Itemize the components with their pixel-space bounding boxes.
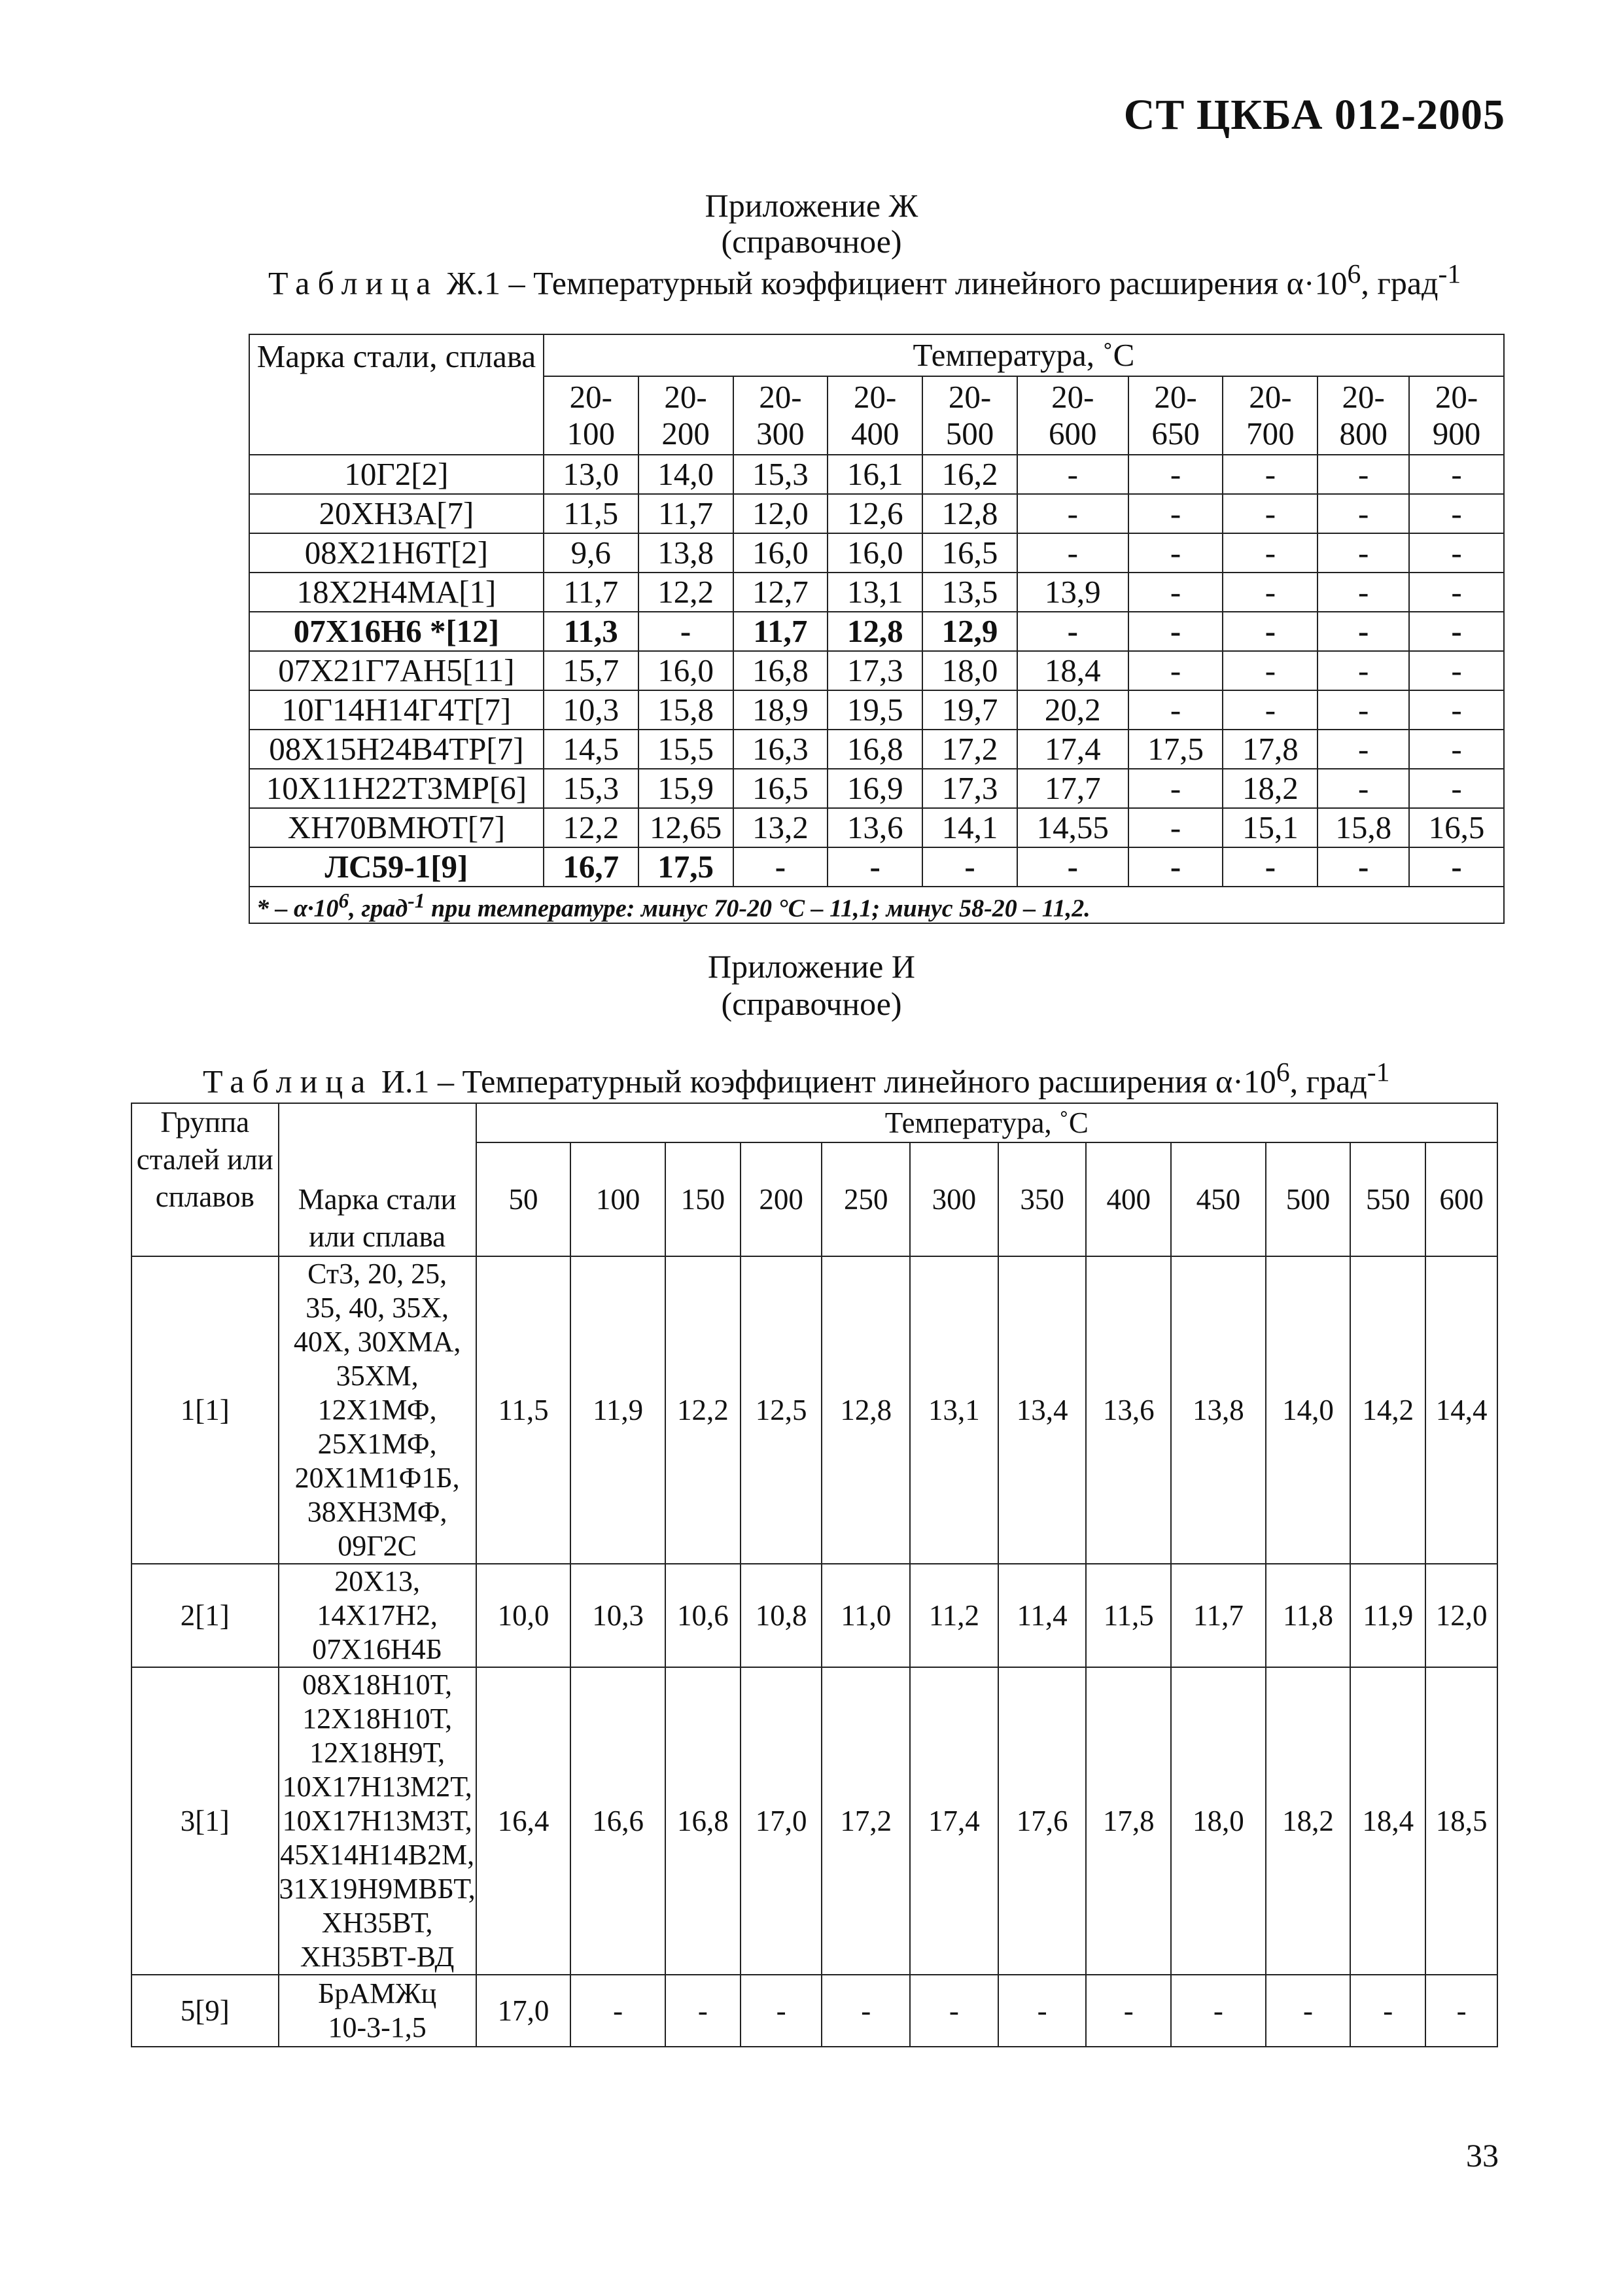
table-zh-value-cell: - bbox=[1318, 455, 1409, 494]
table-zh-range-part: 20- bbox=[1342, 379, 1385, 415]
table-zh-range-header bbox=[733, 376, 828, 455]
table-zh-value-cell: - bbox=[1409, 533, 1504, 573]
table-i-value-cell: - bbox=[1350, 1975, 1425, 2047]
table-zh-grade-cell: 10Г14Н14Г4Т[7] bbox=[249, 690, 544, 730]
table-zh-value-cell: 16,0 bbox=[733, 533, 828, 573]
table-i-temp-header: 100 bbox=[570, 1142, 665, 1256]
table-i-value-cell: 11,9 bbox=[570, 1256, 665, 1564]
table-zh-header-temperature: Температура, ˚С bbox=[544, 334, 1504, 376]
table-zh-range-part: 20- bbox=[1435, 379, 1478, 415]
table-zh-value-cell: 12,2 bbox=[638, 573, 733, 612]
table-row bbox=[249, 612, 1504, 651]
table-zh-range-part: 600 bbox=[1049, 415, 1097, 451]
table-zh-value-cell: - bbox=[1409, 651, 1504, 690]
table-i-value-cell: 10,3 bbox=[570, 1564, 665, 1667]
table-i-value-cell: - bbox=[822, 1975, 910, 2047]
appendix-i-subtitle: (справочное) bbox=[721, 985, 902, 1022]
table-zh-value-cell: 18,9 bbox=[733, 690, 828, 730]
page-number: 33 bbox=[1466, 2137, 1499, 2174]
table-zh-range-part: 900 bbox=[1432, 415, 1481, 451]
table-zh-footnote-part: 6 bbox=[338, 889, 349, 912]
table-row bbox=[249, 455, 1504, 494]
table-i-value-cell: 18,0 bbox=[1171, 1667, 1266, 1975]
table-i-value-cell: 16,8 bbox=[665, 1667, 741, 1975]
table-zh-value-cell: 9,6 bbox=[544, 533, 638, 573]
table-zh-range-header bbox=[1017, 376, 1128, 455]
table-row bbox=[249, 808, 1504, 847]
table-i-caption-sup1: 6 bbox=[1276, 1057, 1290, 1087]
table-i-value-cell: 14,2 bbox=[1350, 1256, 1425, 1564]
table-zh-value-cell: 17,7 bbox=[1017, 769, 1128, 808]
table-zh-value-cell: 14,55 bbox=[1017, 808, 1128, 847]
table-zh-value-cell: 16,0 bbox=[638, 651, 733, 690]
table-i-grade-line: 07Х16Н4Б bbox=[312, 1633, 443, 1665]
table-zh-value-cell: 18,4 bbox=[1017, 651, 1128, 690]
table-zh-caption-text: Ж.1 – Температурный коэффициент линейного расширения α·10 bbox=[446, 264, 1348, 302]
table-i-value-cell: 11,5 bbox=[1086, 1564, 1171, 1667]
table-i-value-cell: - bbox=[998, 1975, 1087, 2047]
table-zh-value-cell: 16,2 bbox=[922, 455, 1017, 494]
table-zh-value-cell: 13,2 bbox=[733, 808, 828, 847]
table-i-grade-line: 08Х18Н10Т, bbox=[302, 1669, 453, 1701]
table-i-grade-line: 10Х17Н13М3Т, bbox=[282, 1805, 472, 1837]
table-i-grade-line: 35, 40, 35Х, bbox=[305, 1292, 449, 1324]
table-zh-value-cell: 16,1 bbox=[828, 455, 922, 494]
table-i-value-cell: 10,8 bbox=[741, 1564, 822, 1667]
table-row bbox=[131, 1256, 1497, 1564]
table-zh-value-cell: 11,3 bbox=[544, 612, 638, 651]
table-zh-value-cell: 13,0 bbox=[544, 455, 638, 494]
table-zh-value-cell: 13,6 bbox=[828, 808, 922, 847]
table-i-value-cell: 18,2 bbox=[1266, 1667, 1351, 1975]
table-i-value-cell: 11,4 bbox=[998, 1564, 1087, 1667]
table-zh-value-cell: 16,3 bbox=[733, 730, 828, 769]
table-zh-value-cell: 18,2 bbox=[1223, 769, 1318, 808]
table-i-grade-line: 20Х1М1Ф1Б, bbox=[294, 1462, 460, 1494]
table-zh-range-part: 20- bbox=[1249, 379, 1292, 415]
table-zh-value-cell: 10,3 bbox=[544, 690, 638, 730]
table-zh-value-cell: 12,0 bbox=[733, 494, 828, 533]
table-i-value-cell: 12,8 bbox=[822, 1256, 910, 1564]
table-i-temp-header: 350 bbox=[998, 1142, 1087, 1256]
table-i-grade-cell bbox=[279, 1975, 476, 2047]
table-zh-range-part: 700 bbox=[1246, 415, 1295, 451]
table-zh-value-cell: 13,1 bbox=[828, 573, 922, 612]
table-zh-value-cell: 17,4 bbox=[1017, 730, 1128, 769]
table-zh-footnote-part: -1 bbox=[408, 889, 425, 912]
table-zh-value-cell: - bbox=[1223, 573, 1318, 612]
appendix-i-title: Приложение И bbox=[708, 948, 915, 985]
table-i-temp-header: 300 bbox=[910, 1142, 998, 1256]
table-zh-grade-cell: 08Х21Н6Т[2] bbox=[249, 533, 544, 573]
table-i-group-cell: 1[1] bbox=[131, 1256, 279, 1564]
table-zh-value-cell: 16,9 bbox=[828, 769, 922, 808]
table-row bbox=[249, 690, 1504, 730]
table-i-grade-line: 35ХМ, bbox=[336, 1360, 419, 1392]
table-zh-value-cell: - bbox=[1318, 769, 1409, 808]
table-zh-value-cell: 14,0 bbox=[638, 455, 733, 494]
table-i-value-cell: 17,2 bbox=[822, 1667, 910, 1975]
table-zh-value-cell: 16,5 bbox=[733, 769, 828, 808]
table-zh-grade-cell: 07Х16Н6 *[12] bbox=[249, 612, 544, 651]
document-code: СТ ЦКБА 012-2005 bbox=[1123, 91, 1505, 139]
table-zh-value-cell: 12,8 bbox=[922, 494, 1017, 533]
table-zh-value-cell: - bbox=[1017, 533, 1128, 573]
table-row bbox=[131, 1667, 1497, 1975]
table-i-value-cell: - bbox=[1266, 1975, 1351, 2047]
table-i-group-cell: 3[1] bbox=[131, 1667, 279, 1975]
table-zh-range-part: 500 bbox=[945, 415, 994, 451]
table-i-grade-line: 12Х18Н9Т, bbox=[309, 1737, 445, 1769]
table-zh-value-cell: 17,2 bbox=[922, 730, 1017, 769]
table-i-caption-sup2: -1 bbox=[1367, 1057, 1390, 1087]
table-zh-value-cell: 11,7 bbox=[544, 573, 638, 612]
table-zh-header-grade: Марка стали, сплава bbox=[249, 334, 544, 455]
table-i-grade-cell bbox=[279, 1564, 476, 1667]
table-i-header-grade: Марка стали или сплава bbox=[279, 1103, 476, 1256]
table-zh-value-cell: - bbox=[1128, 494, 1223, 533]
table-i-value-cell: 17,0 bbox=[741, 1667, 822, 1975]
table-zh bbox=[249, 334, 1505, 924]
table-zh-value-cell: - bbox=[733, 847, 828, 887]
table-zh-range-part: 20- bbox=[569, 379, 612, 415]
table-i-temp-header: 150 bbox=[665, 1142, 741, 1256]
table-zh-footnote-part: , град bbox=[349, 894, 408, 923]
table-zh-value-cell: 11,7 bbox=[733, 612, 828, 651]
table-row bbox=[249, 847, 1504, 887]
table-zh-value-cell: 12,65 bbox=[638, 808, 733, 847]
table-i-value-cell: 18,5 bbox=[1425, 1667, 1497, 1975]
table-i-value-cell: 11,8 bbox=[1266, 1564, 1351, 1667]
table-zh-grade-cell: 08Х15Н24В4ТР[7] bbox=[249, 730, 544, 769]
table-zh-value-cell: 15,8 bbox=[1318, 808, 1409, 847]
table-zh-value-cell: 16,5 bbox=[1409, 808, 1504, 847]
table-zh-value-cell: 16,8 bbox=[828, 730, 922, 769]
table-row bbox=[249, 573, 1504, 612]
table-zh-range-part: 650 bbox=[1151, 415, 1200, 451]
table-zh-range-part: 800 bbox=[1339, 415, 1387, 451]
table-i-value-cell: 11,0 bbox=[822, 1564, 910, 1667]
table-i-temp-header: 550 bbox=[1350, 1142, 1425, 1256]
table-i-value-cell: - bbox=[570, 1975, 665, 2047]
table-zh-value-cell: 12,8 bbox=[828, 612, 922, 651]
table-zh-range-header bbox=[922, 376, 1017, 455]
table-i-group-cell: 5[9] bbox=[131, 1975, 279, 2047]
table-zh-value-cell: - bbox=[1318, 612, 1409, 651]
table-zh-value-cell: - bbox=[1409, 455, 1504, 494]
table-zh-value-cell: 17,8 bbox=[1223, 730, 1318, 769]
table-zh-value-cell: 17,3 bbox=[922, 769, 1017, 808]
table-zh-value-cell: - bbox=[1017, 612, 1128, 651]
table-zh-value-cell: - bbox=[1409, 612, 1504, 651]
table-i-temp-header: 200 bbox=[741, 1142, 822, 1256]
table-i-value-cell: 11,5 bbox=[476, 1256, 571, 1564]
table-zh-value-cell: - bbox=[1128, 573, 1223, 612]
table-i-value-cell: 10,0 bbox=[476, 1564, 571, 1667]
table-row bbox=[131, 1975, 1497, 2047]
table-zh-grade-cell: 18Х2Н4МА[1] bbox=[249, 573, 544, 612]
table-zh-value-cell: 15,1 bbox=[1223, 808, 1318, 847]
table-zh-value-cell: - bbox=[1318, 573, 1409, 612]
table-i-value-cell: 10,6 bbox=[665, 1564, 741, 1667]
table-zh-value-cell: - bbox=[1318, 730, 1409, 769]
table-zh-value-cell: 17,5 bbox=[1128, 730, 1223, 769]
table-zh-value-cell: 12,6 bbox=[828, 494, 922, 533]
table-zh-value-cell: - bbox=[1223, 651, 1318, 690]
table-zh-value-cell: - bbox=[1128, 808, 1223, 847]
table-zh-value-cell: - bbox=[638, 612, 733, 651]
table-zh-grade-cell: 20ХН3А[7] bbox=[249, 494, 544, 533]
table-i-value-cell: 13,4 bbox=[998, 1256, 1087, 1564]
table-zh-value-cell: 15,9 bbox=[638, 769, 733, 808]
table-zh-value-cell: - bbox=[1409, 769, 1504, 808]
table-zh-value-cell: 16,0 bbox=[828, 533, 922, 573]
table-zh-value-cell: - bbox=[1223, 612, 1318, 651]
table-i-grade-line: 12Х18Н10Т, bbox=[302, 1703, 453, 1735]
table-zh-value-cell: - bbox=[1128, 455, 1223, 494]
table-i-caption bbox=[203, 1057, 1389, 1101]
table-zh-value-cell: - bbox=[1318, 651, 1409, 690]
table-zh-range-part: 20- bbox=[854, 379, 897, 415]
table-i-grade-cell bbox=[279, 1667, 476, 1975]
table-row bbox=[249, 730, 1504, 769]
table-zh-value-cell: - bbox=[1409, 573, 1504, 612]
table-zh-value-cell: - bbox=[1409, 494, 1504, 533]
table-zh-caption-sup2: -1 bbox=[1438, 259, 1461, 289]
table-row bbox=[249, 651, 1504, 690]
table-zh-caption-word: Таблица bbox=[268, 264, 439, 302]
table-zh-value-cell: 17,5 bbox=[638, 847, 733, 887]
table-i-value-cell: 18,4 bbox=[1350, 1667, 1425, 1975]
table-zh-range-header bbox=[1223, 376, 1318, 455]
table-i-grade-line: 38ХН3МФ, bbox=[307, 1496, 447, 1528]
table-zh-value-cell: 16,5 bbox=[922, 533, 1017, 573]
table-zh-range-part: 400 bbox=[850, 415, 899, 451]
table-i-value-cell: 13,1 bbox=[910, 1256, 998, 1564]
table-zh-footnote-part: * – α·10 bbox=[256, 894, 339, 923]
table-zh-grade-cell: 10Г2[2] bbox=[249, 455, 544, 494]
table-i-value-cell: 14,0 bbox=[1266, 1256, 1351, 1564]
table-zh-value-cell: - bbox=[1128, 533, 1223, 573]
table-i-grade-line: 31Х19Н9МВБТ, bbox=[279, 1873, 476, 1905]
table-zh-value-cell: - bbox=[1409, 730, 1504, 769]
table-i-caption-text: И.1 – Температурный коэффициент линейного расширения α·10 bbox=[381, 1063, 1276, 1100]
table-i-temp-header: 450 bbox=[1171, 1142, 1266, 1256]
table-zh-value-cell: 19,7 bbox=[922, 690, 1017, 730]
table-i-value-cell: - bbox=[1425, 1975, 1497, 2047]
table-i-temp-header: 250 bbox=[822, 1142, 910, 1256]
table-zh-range-part: 300 bbox=[756, 415, 805, 451]
table-i-grade-cell bbox=[279, 1256, 476, 1564]
table-i-value-cell: 14,4 bbox=[1425, 1256, 1497, 1564]
table-zh-value-cell: 15,3 bbox=[733, 455, 828, 494]
table-i-value-cell: - bbox=[741, 1975, 822, 2047]
table-i-value-cell: 16,6 bbox=[570, 1667, 665, 1975]
table-zh-range-part: 20- bbox=[664, 379, 707, 415]
table-i-value-cell: 11,9 bbox=[1350, 1564, 1425, 1667]
table-row bbox=[131, 1564, 1497, 1667]
table-zh-value-cell: - bbox=[922, 847, 1017, 887]
table-i-grade-line: 25Х1МФ, bbox=[317, 1428, 437, 1460]
table-row bbox=[249, 769, 1504, 808]
table-i-value-cell: 16,4 bbox=[476, 1667, 571, 1975]
table-i-value-cell: 13,6 bbox=[1086, 1256, 1171, 1564]
table-i-temp-header: 50 bbox=[476, 1142, 571, 1256]
table-zh-value-cell: - bbox=[1128, 847, 1223, 887]
table-zh-value-cell: 15,5 bbox=[638, 730, 733, 769]
table-i-value-cell: 17,4 bbox=[910, 1667, 998, 1975]
table-i-value-cell: - bbox=[910, 1975, 998, 2047]
table-zh-value-cell: 16,7 bbox=[544, 847, 638, 887]
table-zh-value-cell: - bbox=[828, 847, 922, 887]
table-zh-range-part: 20- bbox=[948, 379, 992, 415]
table-row bbox=[249, 494, 1504, 533]
table-zh-value-cell: 12,9 bbox=[922, 612, 1017, 651]
table-zh-value-cell: - bbox=[1223, 533, 1318, 573]
table-zh-value-cell: 14,1 bbox=[922, 808, 1017, 847]
table-i-temp-header: 400 bbox=[1086, 1142, 1171, 1256]
table-i-grade-line: 20Х13, bbox=[334, 1565, 421, 1597]
table-zh-value-cell: 15,7 bbox=[544, 651, 638, 690]
table-zh-value-cell: 15,8 bbox=[638, 690, 733, 730]
table-zh-value-cell: - bbox=[1128, 651, 1223, 690]
table-i-grade-line: Ст3, 20, 25, bbox=[307, 1258, 447, 1290]
table-zh-value-cell: 18,0 bbox=[922, 651, 1017, 690]
table-zh-value-cell: 13,8 bbox=[638, 533, 733, 573]
table-i-value-cell: 13,8 bbox=[1171, 1256, 1266, 1564]
table-zh-value-cell: 13,5 bbox=[922, 573, 1017, 612]
table-i-header-group: Группа сталей или сплавов bbox=[131, 1103, 279, 1256]
table-zh-value-cell: - bbox=[1128, 612, 1223, 651]
table-zh-value-cell: - bbox=[1318, 533, 1409, 573]
table-zh-caption-unit: , град bbox=[1361, 264, 1439, 302]
table-i-value-cell: - bbox=[1171, 1975, 1266, 2047]
table-i-value-cell: 17,6 bbox=[998, 1667, 1087, 1975]
table-i-value-cell: 11,7 bbox=[1171, 1564, 1266, 1667]
table-zh-value-cell: - bbox=[1223, 494, 1318, 533]
table-zh-value-cell: 15,3 bbox=[544, 769, 638, 808]
table-i-grade-line: ХН35ВТ, bbox=[321, 1907, 433, 1939]
table-i-grade-line: 14Х17Н2, bbox=[317, 1599, 438, 1631]
table-i-value-cell: - bbox=[665, 1975, 741, 2047]
table-zh-caption bbox=[268, 258, 1461, 302]
table-zh-value-cell: 16,8 bbox=[733, 651, 828, 690]
table-zh-value-cell: - bbox=[1409, 690, 1504, 730]
table-zh-range-part: 100 bbox=[567, 415, 615, 451]
table-zh-note-row bbox=[249, 887, 1504, 923]
table-zh-value-cell: 14,5 bbox=[544, 730, 638, 769]
table-i-grade-line: 45Х14Н14В2М, bbox=[280, 1839, 475, 1871]
table-i-grade-line: ХН35ВТ-ВД bbox=[300, 1941, 455, 1973]
table-zh-value-cell: - bbox=[1017, 455, 1128, 494]
table-i-value-cell: 12,2 bbox=[665, 1256, 741, 1564]
table-zh-grade-cell: 10Х11Н22Т3МР[6] bbox=[249, 769, 544, 808]
table-row bbox=[249, 533, 1504, 573]
table-zh-value-cell: - bbox=[1223, 455, 1318, 494]
table-i-group-cell: 2[1] bbox=[131, 1564, 279, 1667]
appendix-zh-subtitle: (справочное) bbox=[721, 223, 902, 260]
table-zh-value-cell: - bbox=[1017, 494, 1128, 533]
table-i-value-cell: 17,8 bbox=[1086, 1667, 1171, 1975]
table-zh-value-cell: - bbox=[1128, 769, 1223, 808]
table-zh-value-cell: - bbox=[1223, 847, 1318, 887]
table-zh-value-cell: - bbox=[1128, 690, 1223, 730]
table-zh-value-cell: 11,7 bbox=[638, 494, 733, 533]
table-zh-range-part: 20- bbox=[759, 379, 802, 415]
table-i-temp-header: 600 bbox=[1425, 1142, 1497, 1256]
table-zh-range-part: 200 bbox=[661, 415, 710, 451]
table-zh-value-cell: - bbox=[1318, 494, 1409, 533]
table-zh-value-cell: - bbox=[1017, 847, 1128, 887]
table-i-caption-unit: , град bbox=[1289, 1063, 1367, 1100]
table-zh-value-cell: 13,9 bbox=[1017, 573, 1128, 612]
table-i-caption-word: Таблица bbox=[203, 1063, 374, 1100]
table-i-grade-line: 10Х17Н13М2Т, bbox=[282, 1771, 472, 1803]
table-i-value-cell: 11,2 bbox=[910, 1564, 998, 1667]
appendix-zh-title: Приложение Ж bbox=[705, 187, 918, 224]
table-i bbox=[131, 1103, 1498, 2047]
table-i-value-cell: 17,0 bbox=[476, 1975, 571, 2047]
table-zh-range-header bbox=[544, 376, 638, 455]
table-zh-range-header bbox=[1128, 376, 1223, 455]
table-zh-value-cell: 20,2 bbox=[1017, 690, 1128, 730]
table-i-value-cell: 12,0 bbox=[1425, 1564, 1497, 1667]
table-zh-footnote bbox=[249, 887, 1504, 923]
table-i-grade-line: 40Х, 30ХМА, bbox=[293, 1326, 461, 1358]
table-zh-value-cell: - bbox=[1318, 847, 1409, 887]
table-zh-range-header bbox=[828, 376, 922, 455]
table-zh-grade-cell: 07Х21Г7АН5[11] bbox=[249, 651, 544, 690]
table-zh-grade-cell: ХН70ВМЮТ[7] bbox=[249, 808, 544, 847]
table-zh-caption-sup1: 6 bbox=[1347, 259, 1361, 289]
table-i-grade-line: 12Х1МФ, bbox=[317, 1394, 437, 1426]
table-i-grade-line: 09Г2С bbox=[338, 1530, 417, 1562]
table-zh-value-cell: - bbox=[1409, 847, 1504, 887]
table-zh-footnote-part: при температуре: минус 70-20 °С – 11,1; минус 58-20 – 11,2. bbox=[425, 894, 1091, 923]
table-zh-value-cell: 12,7 bbox=[733, 573, 828, 612]
table-zh-value-cell: 19,5 bbox=[828, 690, 922, 730]
table-zh-value-cell: - bbox=[1318, 690, 1409, 730]
table-zh-value-cell: 11,5 bbox=[544, 494, 638, 533]
table-zh-range-header bbox=[1318, 376, 1409, 455]
table-zh-value-cell: 17,3 bbox=[828, 651, 922, 690]
table-zh-range-part: 20- bbox=[1051, 379, 1094, 415]
table-zh-range-part: 20- bbox=[1154, 379, 1197, 415]
table-zh-range-header bbox=[1409, 376, 1504, 455]
table-i-temp-header: 500 bbox=[1266, 1142, 1351, 1256]
table-i-grade-line: БрАМЖц bbox=[318, 1977, 437, 2009]
table-i-value-cell: - bbox=[1086, 1975, 1171, 2047]
table-zh-range-header bbox=[638, 376, 733, 455]
table-i-header-temperature: Температура, ˚С bbox=[476, 1103, 1497, 1142]
table-i-grade-line: 10-3-1,5 bbox=[328, 2011, 427, 2043]
table-zh-value-cell: - bbox=[1223, 690, 1318, 730]
table-i-value-cell: 12,5 bbox=[741, 1256, 822, 1564]
table-zh-grade-cell: ЛС59-1[9] bbox=[249, 847, 544, 887]
table-zh-value-cell: 12,2 bbox=[544, 808, 638, 847]
